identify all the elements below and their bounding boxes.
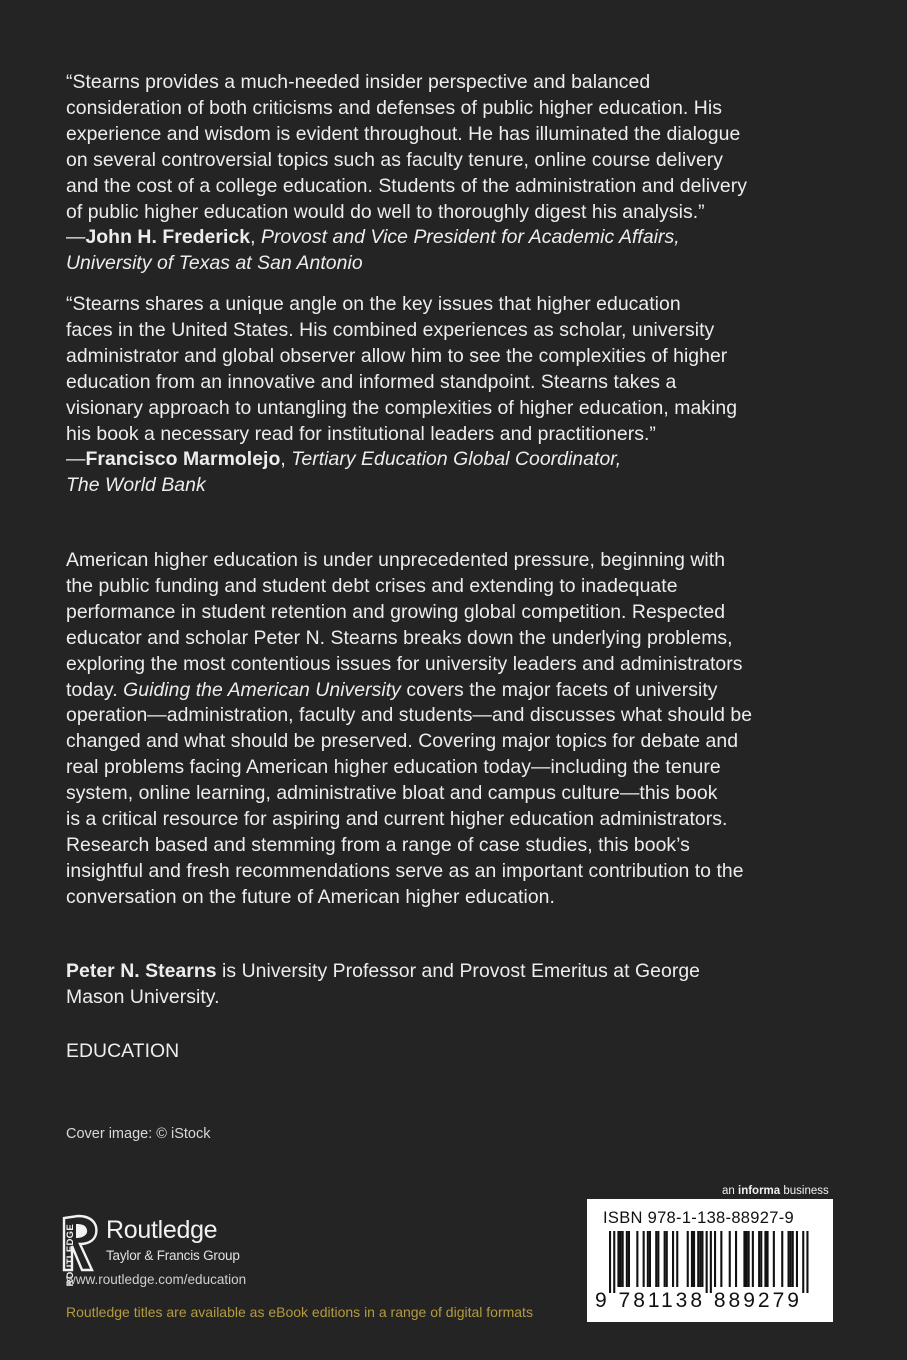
quote-attribution-line2 [66, 473, 846, 499]
barcode-bar [655, 1231, 657, 1287]
quote-line: education from an innovative and informed standpoint. Stearns takes a [66, 370, 677, 393]
description-line: Research based and stemming from a range of case studies, this book’s [66, 833, 690, 856]
endorsement-quote-frederick [66, 70, 846, 277]
barcode-bar [693, 1231, 695, 1287]
description-line: changed and what should be preserved. Covering major topics for debate and [66, 730, 739, 753]
author-bio-text: is University Professor and Provost Emeritus at George [216, 960, 700, 982]
barcode-bar [706, 1231, 708, 1293]
publisher-name: Routledge [106, 1216, 218, 1244]
barcode-bar [666, 1231, 668, 1287]
barcode-bar [743, 1231, 745, 1287]
barcode-bar [649, 1231, 651, 1287]
description-line: performance in student retention and growing global competition. Respected [66, 600, 726, 623]
endorser-title: Tertiary Education Global Coordinator, [291, 448, 622, 471]
description-line: American higher education is under unprecedented pressure, beginning with [66, 549, 726, 571]
barcode-bar [697, 1231, 699, 1287]
informa-prefix: an [722, 1185, 738, 1197]
attribution-separator: , [250, 226, 261, 249]
author-name: Peter N. Stearns [66, 960, 217, 982]
isbn-barcode-panel [587, 1199, 833, 1322]
barcode-bar [806, 1231, 808, 1293]
author-bio-line [66, 959, 846, 985]
description-line: educator and scholar Peter N. Stearns breaks down the underlying problems, [66, 626, 733, 649]
barcode-bar [714, 1231, 716, 1287]
barcode-bar [701, 1231, 703, 1287]
endorser-affiliation: University of Texas at San Antonio [66, 252, 363, 275]
quote-line: his book a necessary read for institutional leaders and practitioners.” [66, 422, 656, 445]
barcode-bar [758, 1231, 760, 1287]
barcode-bar [636, 1231, 638, 1287]
endorsement-quote-marmolejo [66, 292, 846, 499]
quote-line: of public higher education would do well to thoroughly digest his analysis.” [66, 200, 705, 223]
barcode-bar [760, 1231, 762, 1287]
cover-image-credit: Cover image: © iStock [66, 1126, 211, 1142]
barcode-bar [620, 1231, 622, 1287]
description-line: system, online learning, administrative bloat and campus culture—this book [66, 782, 718, 805]
barcode-bar [746, 1231, 748, 1287]
quote-line: “Stearns shares a unique angle on the key issues that higher education [66, 293, 681, 315]
publisher-group: Taylor & Francis Group [106, 1248, 240, 1263]
barcode-bar [790, 1231, 792, 1287]
barcode-bar [802, 1231, 804, 1293]
ebook-availability-note: Routledge titles are available as eBook editions in a range of digital formats [66, 1304, 533, 1320]
barcode-bar [773, 1231, 775, 1287]
barcode-bar [609, 1231, 611, 1293]
attribution-dash: — [66, 226, 86, 249]
barcode-bar [643, 1231, 645, 1287]
description-line: operation—administration, faculty and students—and discusses what should be [66, 704, 753, 727]
barcode-bar [613, 1231, 615, 1293]
barcode-bar [617, 1231, 619, 1287]
barcode-digits: 9 781138 889279 [595, 1289, 802, 1312]
quote-attribution [66, 225, 846, 251]
publisher-website[interactable]: www.routledge.com/education [66, 1272, 247, 1287]
barcode-bar [687, 1231, 689, 1287]
barcode-bar [729, 1231, 731, 1287]
barcode-bar [664, 1231, 666, 1287]
barcode-bar [657, 1231, 659, 1287]
quote-line: visionary approach to untangling the complexities of higher education, making [66, 396, 738, 419]
book-description [66, 548, 846, 911]
quote-line: and the cost of a college education. Students of the administration and delivery [66, 174, 747, 197]
description-text: covers the major facets of university [400, 678, 718, 701]
barcode-bar [764, 1231, 766, 1287]
author-bio [66, 959, 846, 1011]
quote-line: faces in the United States. His combined experiences as scholar, university [66, 318, 715, 341]
endorser-name: John H. Frederick [85, 226, 251, 249]
description-line [66, 678, 846, 704]
routledge-vertical-wordmark: ROUTLEDGE [65, 1224, 76, 1287]
informa-business-tag [722, 1185, 829, 1197]
barcode-bar [792, 1231, 794, 1287]
attribution-separator: , [280, 448, 292, 471]
description-line: is a critical resource for aspiring and current higher education administrators. [66, 808, 728, 831]
barcode-bar [699, 1231, 701, 1287]
book-title: Guiding the American University [123, 678, 401, 701]
description-line: insightful and fresh recommendations serve as an important contribution to the [66, 859, 744, 882]
author-bio-line: Mason University. [66, 985, 220, 1008]
barcode-bar [788, 1231, 790, 1287]
barcode-bar [752, 1231, 754, 1287]
endorser-title: Provost and Vice President for Academic Affairs, [260, 226, 680, 249]
endorser-affiliation: The World Bank [66, 474, 206, 497]
informa-brand: informa [738, 1185, 781, 1197]
description-line: exploring the most contentious issues for university leaders and administrators [66, 652, 743, 675]
informa-suffix: business [780, 1185, 829, 1197]
barcode-bar [691, 1231, 693, 1287]
description-text: today. [66, 678, 124, 701]
barcode-bar [781, 1231, 783, 1287]
quote-line: experience and wisdom is evident throughout. He has illuminated the dialogue [66, 122, 741, 145]
barcode-bar [628, 1231, 630, 1287]
endorser-name: Francisco Marmolejo [85, 448, 281, 471]
quote-line: on several controversial topics such as faculty tenure, online course delivery [66, 148, 724, 171]
barcode-bar [672, 1231, 674, 1287]
quote-line: consideration of both criticisms and defenses of public higher education. His [66, 96, 722, 119]
description-line: the public funding and student debt crises and extending to inadequate [66, 574, 678, 597]
quote-line: administrator and global observer allow him to see the complexities of higher [66, 344, 728, 367]
barcode-bar [647, 1231, 649, 1287]
barcode-bar [748, 1231, 750, 1287]
quote-attribution-line2 [66, 251, 846, 277]
barcode-bar [767, 1231, 769, 1287]
description-line: real problems facing American higher education today—including the tenure [66, 756, 721, 779]
barcode-bar [622, 1231, 624, 1287]
barcode-bar [626, 1231, 628, 1287]
barcode-bar [720, 1231, 722, 1287]
barcode-bar [796, 1231, 798, 1287]
barcode-bar [735, 1231, 737, 1287]
barcode-bar [676, 1231, 678, 1287]
quote-line: “Stearns provides a much-needed insider perspective and balanced [66, 71, 651, 93]
subject-category: EDUCATION [66, 1040, 180, 1062]
isbn-number: ISBN 978-1-138-88927-9 [603, 1209, 794, 1227]
attribution-dash: — [66, 448, 86, 471]
barcode-icon [609, 1231, 813, 1293]
barcode-bar [710, 1231, 712, 1293]
description-line: conversation on the future of American higher education. [66, 885, 555, 908]
quote-attribution [66, 447, 846, 473]
